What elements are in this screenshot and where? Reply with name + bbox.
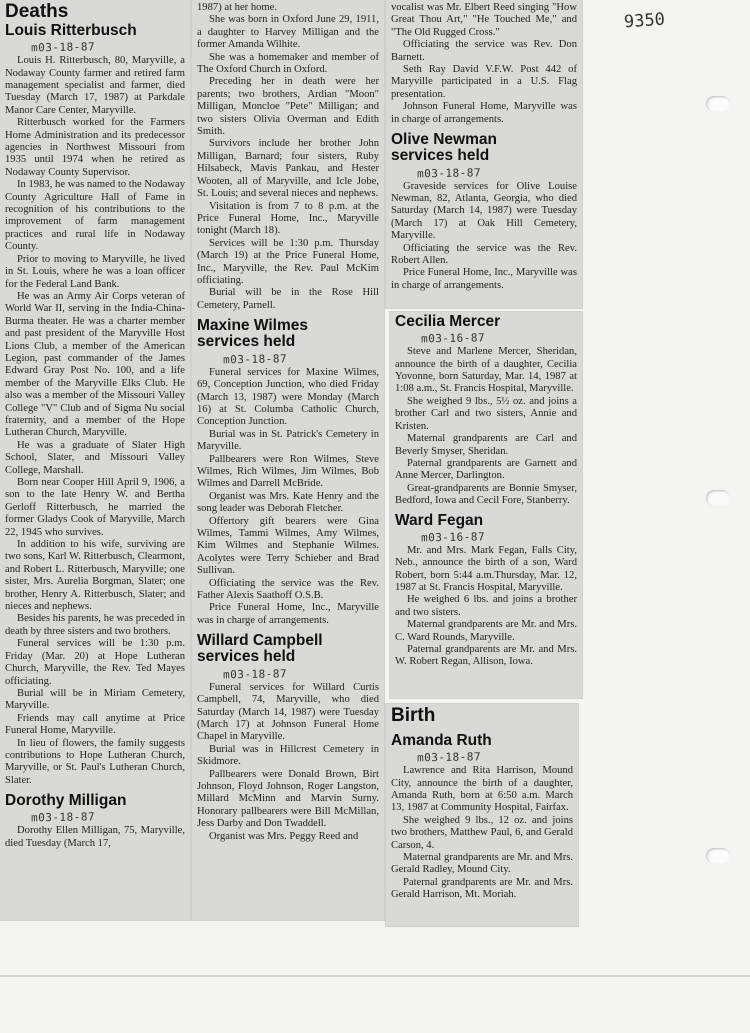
obituary-heading-campbell [197,633,379,666]
heading-line: services held [197,333,296,351]
heading-line: Willard Campbell [197,632,323,650]
paragraph: Burial will be in the Rose Hill Cemetery, Parnell. [197,287,379,311]
paragraph: In addition to his wife, surviving are two sons, Karl W. Ritterbusch, Clearmont, and Robert L. Ritterbusch, Maryville; one sister, Mrs. Aurelia Borgman, Slater; one brother, Henry A. Ritterbusch, Slater; and nieces and nephews. [5,539,185,613]
paragraph: Born near Cooper Hill April 9, 1906, a son to the late Henry W. and Bertha Gerloff Ritterbusch, he married the former Gladys Cook of Maryville, March 22, 1945 who survives. [5,477,185,538]
paragraph: Dorothy Ellen Milligan, 75, Maryville, died Tuesday (March 17, [5,825,185,849]
paragraph: In lieu of flowers, the family suggests contributions to Hope Lutheran Church, Maryville, or St. Paul's Lutheran Church, Slater. [5,737,185,786]
paragraph: She weighed 9 lbs., 5½ oz. and joins a brother Carl and two sisters, Annie and Kristen. [395,395,577,432]
paragraph: Seth Ray David V.F.W. Post 442 of Maryville participated in a U.S. Flag presentation. [391,64,577,100]
heading-line: services held [197,648,296,666]
paragraph: Funeral services will be 1:30 p.m. Friday (Mar. 20) at Hope Lutheran Church, Maryville, the Rev. Ted Mayes officiating. [5,638,185,687]
paragraph: Pallbearers were Ron Wilmes, Steve Wilmes, Rich Wilmes, Jim Wilmes, Bob Wilmes and Darrell McBride. [197,453,379,490]
handwritten-date-stamp: m03-18-87 [222,351,288,367]
paragraph: Maternal grandparents are Mr. and Mrs. Gerald Radley, Mound City. [391,852,573,876]
paragraph: She was born in Oxford June 29, 1911, a daughter to Harvey Milligan and the former Amanda Wilhite. [197,14,379,51]
handwritten-date-stamp: m03-18-87 [416,750,482,765]
paragraph: He was an Army Air Corps veteran of World War II, serving in the India-China-Burma theater. He was a charter member and past president of the Maryville Host Lions Club, a member of the American Legion, past commander of the James Edward Gray Post No. 100, and a life member of the Maryville Elks Club. He also was a member of the Missouri Valley College "V" Club and of Sigma Nu social fraternity, and a member of the Hope Lutheran Church, Maryville. [5,290,185,439]
handwritten-date-stamp: m03-18-87 [30,810,96,825]
obituary-continuation-milligan [197,2,379,312]
section-heading-deaths: Deaths [5,1,69,22]
paragraph: She weighed 9 lbs., 12 oz. and joins two brothers, Matthew Paul, 6, and Gerald Carson, 4. [391,814,573,851]
heading-line: Olive Newman [391,131,497,149]
paragraph: Survivors include her brother John Milligan, Barnard; four sisters, Ruby Hilsabeck, Mavis Pankau, and Hester Wooten, all of Maryville, and Icle Jobe, St. Louis; and several nieces and nephews. [197,138,379,200]
paragraph: She was a homemaker and member of The Oxford Church in Oxford. [197,51,379,76]
paragraph: Officiating the service was the Rev. Father Alexis Saathoff O.S.B. [197,577,379,601]
paragraph: Lawrence and Rita Harrison, Mound City, announce the birth of a daughter, Amanda Ruth, born at 6:50 a.m. March 13, 1987 at Community Hospital, Fairfax. [391,765,573,814]
birth-clipping [386,704,578,926]
obituaries-column-3 [386,0,582,308]
paragraph: Louis H. Ritterbusch, 80, Maryville, a Nodaway County farmer and retired farm management specialist and farmer, died Tuesday (March 17, 1987) at Parkdale Manor Care Center, Maryville. [5,55,185,116]
paragraph: vocalist was Mr. Elbert Reed singing "How Great Thou Art," "He Touched Me," and "The Old Rugged Cross." [391,2,577,38]
paragraph: Johnson Funeral Home, Maryville was in charge of arrangements. [391,101,577,125]
paragraph: Maternal grandparents are Carl and Beverly Smyser, Sheridan. [395,433,577,457]
paragraph: Officiating the service was the Rev. Robert Allen. [391,242,577,267]
paragraph: Ritterbusch worked for the Farmers Home Administration and its predecessor agencies in Northwest Missouri from 1935 until 1974 when he retired as Nodaway County Supervisor. [5,117,185,178]
handwritten-date-stamp: m03-16-87 [420,530,486,545]
obituary-body-ritterbusch [5,55,185,787]
punch-hole [706,96,730,112]
obituaries-column-2 [192,0,384,920]
handwritten-date-stamp: m03-16-87 [420,331,486,346]
paragraph: Great-grandparents are Bonnie Smyser, Bedford, Iowa and Cecil Fore, Stanberry. [395,482,577,507]
paragraph: Pallbearers were Donald Brown, Birt Johnson, Floyd Johnson, Roger Langston, Millard McMinn and Marvin Surny. Honorary pallbearers were Bill McMillan, Jess Darby and Don Twaddell. [197,768,379,830]
birth-heading-mercer: Cecilia Mercer [395,313,501,330]
paragraph: Paternal grandparents are Mr. and Mrs. W. Robert Regan, Allison, Iowa. [395,644,577,668]
paragraph: Mr. and Mrs. Mark Fegan, Falls City, Neb., announce the birth of a son, Ward Robert, born 5:44 a.m.Thursday, Mar. 12, 1987 at St. Francis Hospital, Maryville. [395,544,577,594]
paragraph: Price Funeral Home, Inc., Maryville was in charge of arrangements. [197,602,379,626]
paragraph: Offertory gift bearers were Gina Wilmes, Tammi Wilmes, Amy Wilmes, Kim Wilmes and Stephanie Wilmes. Acolytes were Terry Schieber and Brad Sullivan. [197,515,379,577]
paragraph: Funeral services for Maxine Wilmes, 69, Conception Junction, who died Friday (March 13, 1987) were Monday (March 16) at St. Columba Catholic Church, Conception Junction. [197,366,379,428]
punch-hole [706,490,730,506]
obituary-heading-newman [391,132,577,165]
obituary-heading-ritterbusch: Louis Ritterbusch [5,21,137,39]
paragraph: Steve and Marlene Mercer, Sheridan, announce the birth of a daughter, Cecilia Yovonne, born Saturday, Mar. 14, 1987 at 1:08 a.m., St. Francis Hospital, Maryville. [395,346,577,395]
paragraph: Paternal grandparents are Garnett and Anne Mercer, Darlington. [395,457,577,482]
punch-hole [706,848,730,864]
paragraph: 1987) at her home. [197,2,278,13]
paragraph: Funeral services for Willard Curtis Campbell, 74, Maryville, who died Saturday (March 14, 1987) were Tuesday (March 17) at Johnson Funeral Home Chapel in Maryville. [197,681,379,743]
birth-heading-ruth: Amanda Ruth [391,731,492,749]
handwritten-date-stamp: m03-18-87 [30,40,96,55]
deaths-column [0,0,190,920]
birth-notices-clipping [390,312,582,698]
paragraph: Price Funeral Home, Inc., Maryville was in charge of arrangements. [391,267,577,291]
heading-line: Maxine Wilmes [197,317,308,335]
paragraph: Visitation is from 7 to 8 p.m. at the Price Funeral Home, Inc., Maryville tonight (March 18). [197,200,379,237]
birth-heading-fegan: Ward Fegan [395,511,484,529]
heading-line: services held [391,147,490,165]
handwritten-margin-note: 9350 [623,9,666,33]
handwritten-date-stamp: m03-18-87 [416,165,482,180]
paragraph: He weighed 6 lbs. and joins a brother and two sisters. [395,594,577,618]
paragraph: Burial will be in Miriam Cemetery, Maryville. [5,687,185,712]
paragraph: Friends may call anytime at Price Funeral Home, Maryville. [5,712,185,737]
paragraph: Paternal grandparents are Mr. and Mrs. Gerald Harrison, Mt. Moriah. [391,876,573,901]
paragraph: In 1983, he was named to the Nodaway County Agriculture Hall of Fame in recognition of his contributions to the improvement of farm management practices and rural life in Nodaway County. [5,179,185,253]
paragraph: Organist was Mrs. Peggy Reed and [209,830,359,842]
paragraph: Besides his parents, he was preceded in death by three sisters and two brothers. [5,613,185,637]
paragraph: Graveside services for Olive Louise Newman, 82, Atlanta, Georgia, who died Saturday (March 14, 1987) were Tuesday (March 17) at Oak Hill Cemetery, Maryville. [391,180,577,242]
paragraph: Preceding her in death were her parents; two brothers, Ardian "Moon" Milligan, Moncloe "Pete" Milligan; and two sisters Olivia Overman and Edith Smith. [197,76,379,138]
paragraph: Organist was Mrs. Kate Henry and the song leader was Deborah Fletcher. [197,490,379,515]
paragraph: He was a graduate of Slater High School, Slater, and Missouri Valley College, Marshall. [5,439,185,476]
paragraph: Officiating the service was Rev. Don Barnett. [391,39,577,63]
paragraph: Burial was in Hillcrest Cemetery in Skidmore. [197,743,379,768]
obituary-heading-milligan: Dorothy Milligan [5,792,127,810]
paragraph: Services will be 1:30 p.m. Thursday (March 19) at the Price Funeral Home, Inc., Maryville, the Rev. Paul McKim officiating. [197,237,379,286]
section-heading-birth: Birth [391,705,436,726]
paragraph: Prior to moving to Maryville, he lived in St. Louis, where he was a loan officer for the Federal Land Bank. [5,253,185,290]
obituary-heading-wilmes [197,318,379,351]
paragraph: Burial was in St. Patrick's Cemetery in Maryville. [197,428,379,453]
paragraph: Maternal grandparents are Mr. and Mrs. C. Ward Rounds, Maryville. [395,619,577,643]
scanner-edge-line [0,975,750,977]
handwritten-date-stamp: m03-18-87 [222,666,288,682]
